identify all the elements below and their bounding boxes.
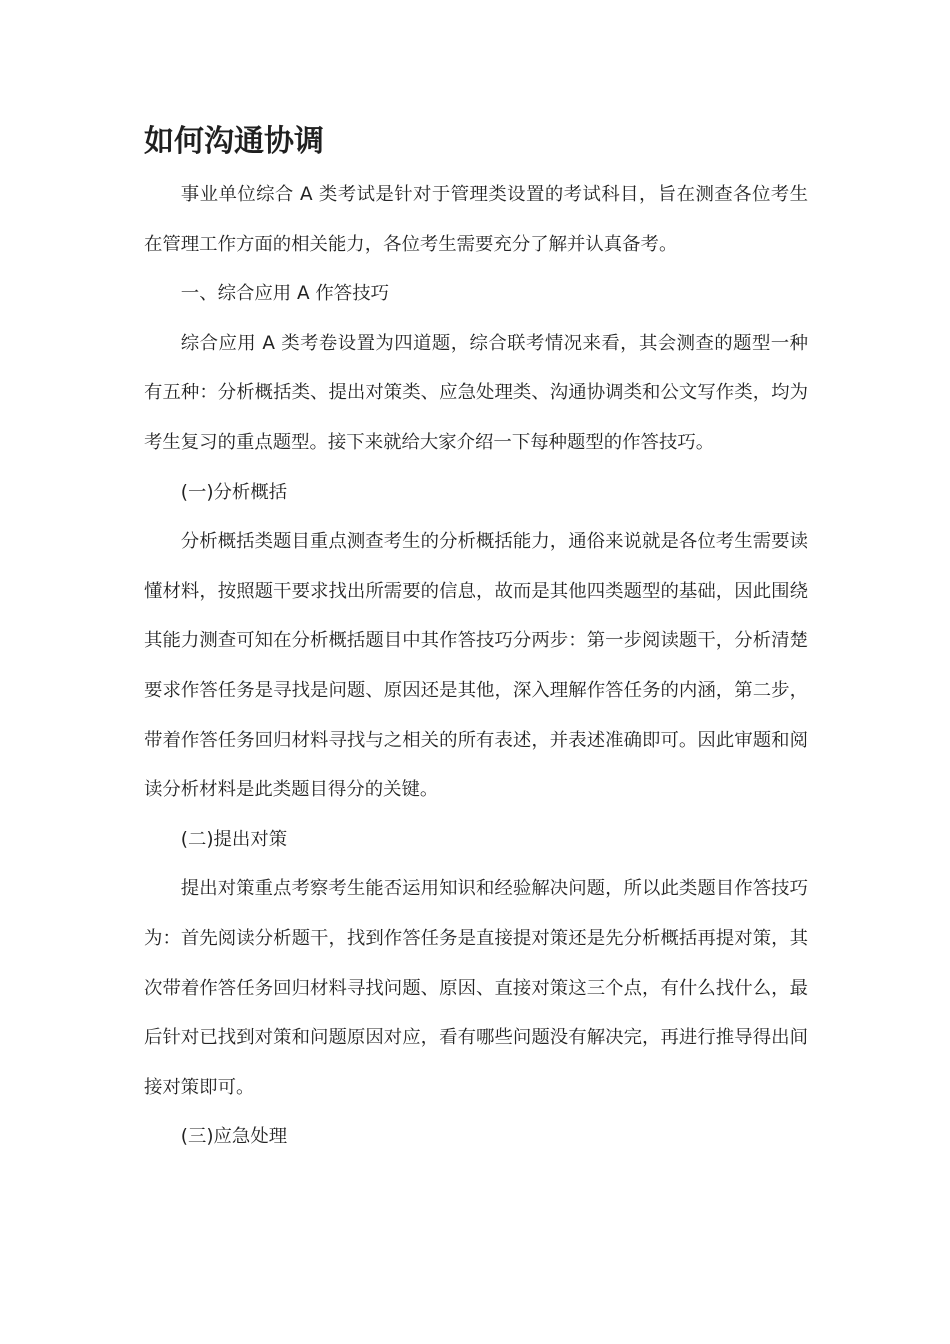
intro-paragraph: 事业单位综合 A 类考试是针对于管理类设置的考试科目，旨在测查各位考生在管理工作方面的相关能力，各位考生需要充分了解并认真备考。	[144, 184, 808, 255]
section-heading-1: 一、综合应用 A 作答技巧	[180, 283, 389, 305]
subsection-heading-countermeasure: (二)提出对策	[180, 828, 288, 850]
document-page	[144, 118, 808, 1162]
subsection-heading-emergency: (三)应急处理	[180, 1126, 288, 1148]
overview-paragraph: 综合应用 A 类考卷设置为四道题，综合联考情况来看，其会测查的题型一种有五种：分析概括类、提出对策类、应急处理类、沟通协调类和公文写作类，均为考生复习的重点题型。接下来就给大家介绍一下每种题型的作答技巧。	[144, 332, 808, 453]
analysis-paragraph: 分析概括类题目重点测查考生的分析概括能力，通俗来说就是各位考生需要读懂材料，按照题干要求找出所需要的信息，故而是其他四类题型的基础，因此围绕其能力测查可知在分析概括题目中其作答技巧分两步：第一步阅读题干，分析清楚要求作答任务是寻找是问题、原因还是其他，深入理解作答任务的内涵，第二步，带着作答任务回归材料寻找与之相关的所有表述，并表述准确即可。因此审题和阅读分析材料是此类题目得分的关键。	[144, 531, 808, 801]
document-title: 如何沟通协调	[144, 124, 324, 159]
subsection-heading-analysis: (一)分析概括	[180, 481, 288, 503]
countermeasure-paragraph: 提出对策重点考察考生能否运用知识和经验解决问题，所以此类题目作答技巧为：首先阅读分析题干，找到作答任务是直接提对策还是先分析概括再提对策，其次带着作答任务回归材料寻找问题、原因、直接对策这三个点，有什么找什么，最后针对已找到对策和问题原因对应，看有哪些问题没有解决完，再进行推导得出间接对策即可。	[144, 878, 808, 1098]
